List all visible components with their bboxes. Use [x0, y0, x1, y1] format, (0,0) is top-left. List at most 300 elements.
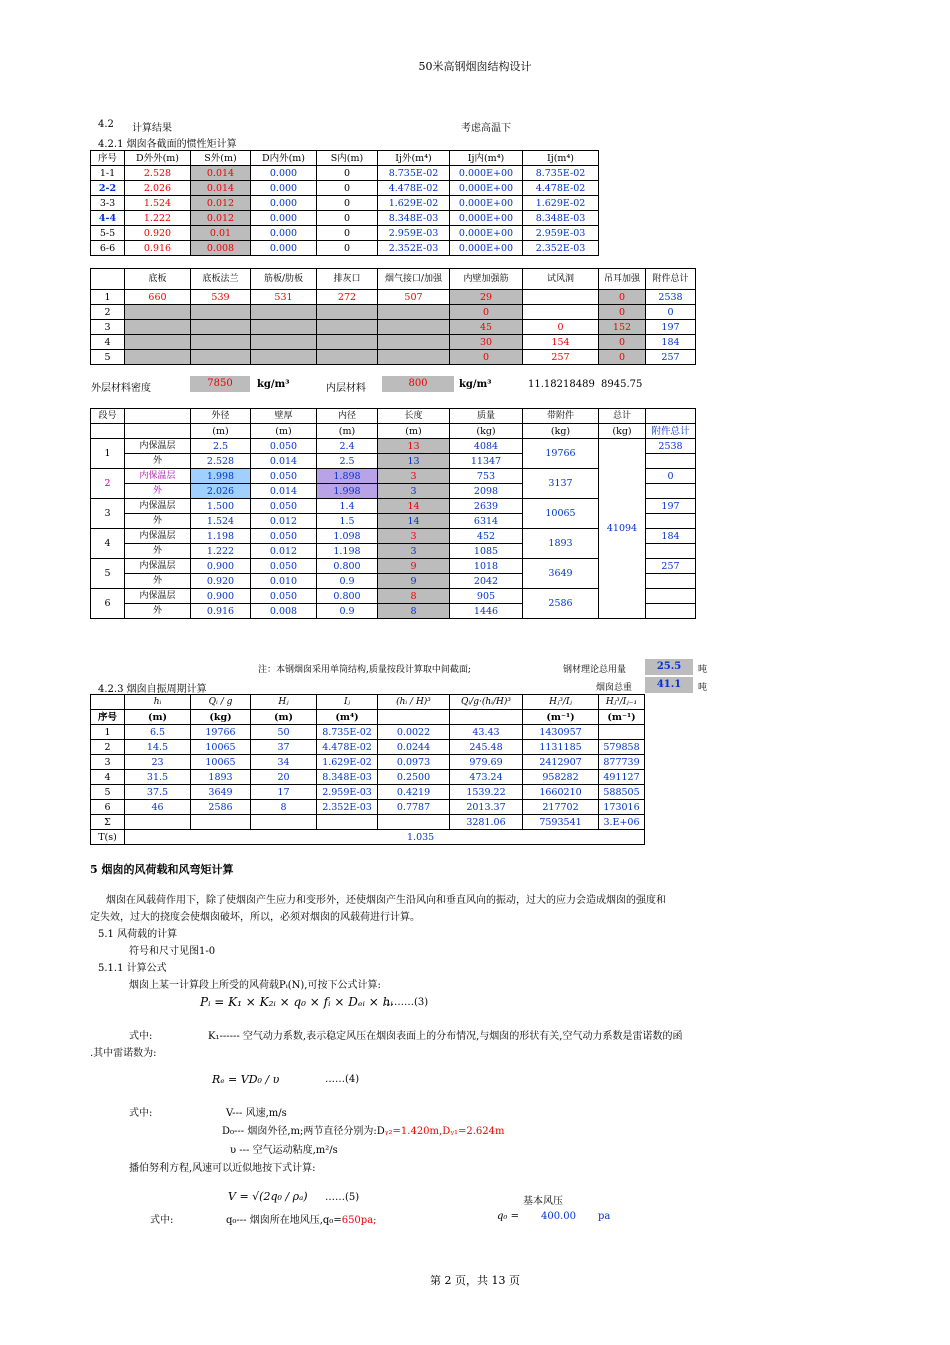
table-cell: 30 [450, 335, 523, 350]
section-5-1: 5.1 风荷载的计算 [98, 929, 178, 940]
table-cell [191, 350, 251, 365]
header-cell: 序号 [91, 151, 125, 166]
table-cell: 473.24 [450, 770, 523, 785]
table-cell: 0.800 [317, 559, 378, 574]
layer-label: 内保温层 [125, 589, 191, 604]
table-cell: 3 [378, 484, 450, 499]
table-cell [523, 290, 599, 305]
table-cell: 2.528 [191, 454, 251, 469]
table-row [91, 226, 599, 241]
table-cell: 2.959E-03 [378, 226, 450, 241]
header-cell: 外径 [191, 409, 251, 424]
table-cell [191, 320, 251, 335]
table-cell [317, 320, 378, 335]
header-cell [91, 269, 125, 290]
table-cell: 257 [646, 350, 696, 365]
table-cell [523, 305, 599, 320]
table-cell [191, 815, 251, 830]
table-cell: 197 [646, 320, 696, 335]
chimney-weight-label: 烟囱总重 [596, 683, 633, 693]
table-cell: 0.0022 [378, 725, 450, 740]
table-cell [251, 350, 317, 365]
table-cell: 0.000 [251, 181, 317, 196]
table-cell: 0.010 [251, 574, 317, 589]
layer-label: 外 [125, 604, 191, 619]
table-row [91, 320, 696, 335]
table-cell [125, 320, 191, 335]
table-cell [191, 305, 251, 320]
table-cell: 1018 [450, 559, 523, 574]
table-cell: 8.348E-03 [523, 211, 599, 226]
table-cell: 0.800 [317, 589, 378, 604]
table-cell: 0 [317, 196, 378, 211]
equation-5: V = √(2q₀ / ρₐ) [228, 1190, 308, 1203]
table-cell: 2013.37 [450, 800, 523, 815]
table-cell: 8.735E-02 [317, 725, 378, 740]
table-cell: 4084 [450, 439, 523, 454]
table-cell: 1.524 [125, 196, 191, 211]
header-cell: D外外(m) [125, 151, 191, 166]
table-cell: 1.998 [191, 469, 251, 484]
table-cell: 0.014 [251, 484, 317, 499]
header-cell: Qᵢ/g·(hᵢ/H)³ [450, 695, 523, 710]
with-attachments: 1893 [523, 529, 599, 559]
table-cell: 43.43 [450, 725, 523, 740]
table-cell: 0 [599, 290, 646, 305]
table-cell: 8.735E-02 [523, 166, 599, 181]
where-label-2: 式中: [129, 1108, 153, 1119]
header-cell: 排灰口 [317, 269, 378, 290]
segment-number: 5 [91, 559, 125, 589]
period-row [91, 830, 645, 845]
period-label: T(s) [91, 830, 125, 845]
table-header-row [91, 710, 645, 725]
empty-cell [646, 514, 696, 529]
table-cell: 2.4 [317, 439, 378, 454]
table-row [91, 211, 599, 226]
segment-number: 6 [91, 589, 125, 619]
table-cell: 2098 [450, 484, 523, 499]
table-cell: 257 [523, 350, 599, 365]
table-cell: 0 [317, 211, 378, 226]
header-cell: Ij外(m⁴) [378, 151, 450, 166]
outer-diameter-text: D₀--- 烟囱外径,m;两节直径分别为:D [222, 1126, 385, 1137]
table-row [91, 755, 645, 770]
table-cell: 979.69 [450, 755, 523, 770]
table-cell: 0.050 [251, 499, 317, 514]
table-cell: 1085 [450, 544, 523, 559]
table-cell: 0.050 [251, 469, 317, 484]
table-cell: 0 [317, 166, 378, 181]
attachment-total: 257 [646, 559, 696, 574]
table-cell: 37 [251, 740, 317, 755]
table-cell: 1.898 [317, 469, 378, 484]
header-cell: 附件总计 [646, 269, 696, 290]
table-cell: 2 [91, 305, 125, 320]
with-attachments: 10065 [523, 499, 599, 529]
empty-cell [646, 574, 696, 589]
header-cell: 质量 [450, 409, 523, 424]
unit-cell: (m) [191, 424, 251, 439]
header-cell: S外(m) [191, 151, 251, 166]
table-cell: 2586 [191, 800, 251, 815]
table-cell: 1.4 [317, 499, 378, 514]
table-cell: 2.352E-03 [317, 800, 378, 815]
attachment-total: 0 [646, 469, 696, 484]
layer-label: 外 [125, 544, 191, 559]
table-row [91, 181, 599, 196]
table-row [91, 166, 599, 181]
header-cell: 底板法兰 [191, 269, 251, 290]
table-cell [125, 335, 191, 350]
table-cell [378, 305, 450, 320]
header-cell: 筋板/肋板 [251, 269, 317, 290]
calc-value-1: 11.18218489 [528, 379, 595, 390]
para-2: 定失效，过大的挠度会使烟囱破坏，所以，必须对烟囱的风载荷进行计算。 [90, 912, 420, 923]
equation-5-number: ……(5) [325, 1192, 360, 1203]
table-cell: Σ [91, 815, 125, 830]
header-cell: 内径 [317, 409, 378, 424]
layer-label: 内保温层 [125, 499, 191, 514]
table-cell: 245.48 [450, 740, 523, 755]
header-cell: Iⱼ [317, 695, 378, 710]
table-cell: 0 [646, 305, 696, 320]
table-cell: 13 [378, 454, 450, 469]
layer-label: 外 [125, 484, 191, 499]
para-3: 烟囱上某一计算段上所受的风荷载Pᵢ(N),可按下公式计算: [129, 980, 381, 991]
table-cell: 1.222 [191, 544, 251, 559]
table-cell: 0.916 [125, 241, 191, 256]
table-cell: 0 [317, 226, 378, 241]
table-row [91, 785, 645, 800]
table-cell: 152 [599, 320, 646, 335]
table-cell: 0.000E+00 [450, 181, 523, 196]
table-cell: 2.352E-03 [378, 241, 450, 256]
table-header-row [91, 409, 696, 424]
layer-label: 内保温层 [125, 559, 191, 574]
table-cell: 3 [378, 529, 450, 544]
page-footer: 第 2 页，共 13 页 [430, 1274, 520, 1287]
unit-cell: (m⁻¹) [523, 710, 599, 725]
table-cell: 1.629E-02 [317, 755, 378, 770]
table-cell: 0.900 [191, 589, 251, 604]
q0-unit: pa [598, 1211, 611, 1222]
with-attachments: 19766 [523, 439, 599, 469]
table-cell: 6-6 [91, 241, 125, 256]
wind-pressure-def [226, 1211, 377, 1226]
header-cell: 带附件 [523, 409, 599, 424]
header-cell: Hⱼ³/Iⱼ₋₁ [599, 695, 645, 710]
outer-diameter-def [222, 1122, 505, 1137]
table-cell: 8 [251, 800, 317, 815]
table-cell: 2.528 [125, 166, 191, 181]
attachment-total: 2538 [646, 439, 696, 454]
table-cell: 0.000E+00 [450, 226, 523, 241]
subsection-title: 4.2.1 烟囱各截面的惯性矩计算 [98, 139, 237, 150]
unit-cell: 序号 [91, 710, 125, 725]
k1-description: K₁------ 空气动力系数,表示稳定风压在烟囱表面上的分布情况,与烟囱的形状有关,空气动力系数是雷诺数的函 [208, 1031, 683, 1042]
table-cell: 0.0973 [378, 755, 450, 770]
unit-cell: (m) [251, 710, 317, 725]
table-row [91, 439, 696, 454]
table-cell: 1539.22 [450, 785, 523, 800]
attachment-total: 197 [646, 499, 696, 514]
table-cell: 507 [378, 290, 450, 305]
table-cell [191, 335, 251, 350]
table-cell: 2.352E-03 [523, 241, 599, 256]
viscosity-def: υ --- 空气运动粘度,m²/s [230, 1145, 338, 1156]
table-cell: 8 [378, 589, 450, 604]
table-cell: 154 [523, 335, 599, 350]
table-header-row [91, 695, 645, 710]
table-cell: 0.000 [251, 241, 317, 256]
table-cell: 9 [378, 559, 450, 574]
chimney-weight-unit: 吨 [698, 683, 708, 693]
table-cell: 0 [523, 320, 599, 335]
basic-wind-label: 基本风压 [523, 1196, 563, 1207]
table-cell: 3-3 [91, 196, 125, 211]
table-row [91, 335, 696, 350]
table-row [91, 350, 696, 365]
table-cell: 6.5 [125, 725, 191, 740]
unit-cell: (m⁴) [317, 710, 378, 725]
table-cell: 0.000 [251, 166, 317, 181]
header-cell: (hᵢ / H)³ [378, 695, 450, 710]
unit-cell [450, 710, 523, 725]
table-cell: 0 [450, 350, 523, 365]
layer-label: 外 [125, 454, 191, 469]
table-cell [317, 335, 378, 350]
table-cell [378, 350, 450, 365]
table-cell: 539 [191, 290, 251, 305]
table-cell: 9 [378, 574, 450, 589]
empty-cell [646, 484, 696, 499]
section-number: 4.2 [98, 119, 114, 130]
table-cell: 0 [317, 241, 378, 256]
wind-pressure-text: q₀--- 烟囱所在地风压,q₀= [226, 1215, 342, 1226]
table-cell: 1.500 [191, 499, 251, 514]
table-cell: 0.916 [191, 604, 251, 619]
header-cell: Ij(m⁴) [523, 151, 599, 166]
table-cell: 31.5 [125, 770, 191, 785]
inner-material-label: 内层材料 [326, 383, 366, 394]
unit-cell: (kg) [523, 424, 599, 439]
table-cell [378, 335, 450, 350]
table-cell: 579858 [599, 740, 645, 755]
table-cell: 2.959E-03 [523, 226, 599, 241]
header-cell: 试风洞 [523, 269, 599, 290]
unit-cell: (m) [378, 424, 450, 439]
table-cell [125, 305, 191, 320]
natural-period-table [90, 694, 645, 845]
header-cell: 底板 [125, 269, 191, 290]
unit-cell: (m) [317, 424, 378, 439]
para-1: 烟囱在风载荷作用下，除了使烟囱产生应力和变形外，还使烟囱产生沿风向和垂直风向的振动，过大的应力会造成烟囱的强度和 [106, 895, 666, 906]
table-cell [251, 305, 317, 320]
segment-number: 4 [91, 529, 125, 559]
table-cell: 0 [317, 181, 378, 196]
unit-cell: 附件总计 [646, 424, 696, 439]
with-attachments: 3649 [523, 559, 599, 589]
table-cell: 0.014 [191, 166, 251, 181]
table-cell: 217702 [523, 800, 599, 815]
table-cell: 0.012 [251, 544, 317, 559]
table-cell: 5 [91, 350, 125, 365]
table-cell: 0.014 [251, 454, 317, 469]
steel-total-value: 25.5 [645, 659, 693, 675]
table-cell: 6 [91, 800, 125, 815]
table-cell: 50 [251, 725, 317, 740]
table-cell: 46 [125, 800, 191, 815]
table-cell: 4.478E-02 [317, 740, 378, 755]
with-attachments: 3137 [523, 469, 599, 499]
table-cell: 3 [91, 320, 125, 335]
segment-number: 1 [91, 439, 125, 469]
table-cell: 1430957 [523, 725, 599, 740]
table-cell: 588505 [599, 785, 645, 800]
segment-number: 2 [91, 469, 125, 499]
table-units-row [91, 424, 696, 439]
table-cell: 45 [450, 320, 523, 335]
table-cell: 660 [125, 290, 191, 305]
total-mass: 41094 [599, 439, 646, 619]
unit-cell: (kg) [599, 424, 646, 439]
table-cell: 0.008 [251, 604, 317, 619]
empty-cell [646, 604, 696, 619]
header-cell [646, 409, 696, 424]
calc-value-2: 8945.75 [601, 379, 643, 390]
unit-cell: (kg) [450, 424, 523, 439]
table-cell: 531 [251, 290, 317, 305]
wind-pressure-value: 650pa; [341, 1215, 377, 1226]
equation-3-number: ………(3) [384, 997, 429, 1008]
table-cell: 4.478E-02 [378, 181, 450, 196]
segment-note: 注：本钢烟囱采用单筒结构,质量按段计算取中间截面; [258, 665, 471, 675]
table-cell: 1131185 [523, 740, 599, 755]
table-cell: 10065 [191, 740, 251, 755]
table-cell: 0.920 [191, 574, 251, 589]
table-cell: 1.629E-02 [523, 196, 599, 211]
table-cell: 2.5 [317, 454, 378, 469]
unit-cell: (m) [251, 424, 317, 439]
unit-cell: (m) [125, 710, 191, 725]
table-cell: 1893 [191, 770, 251, 785]
table-cell: 20 [251, 770, 317, 785]
section-5-1-note: 符号和尺寸见图1-0 [129, 946, 216, 957]
table-cell: 34 [251, 755, 317, 770]
table-row [91, 290, 696, 305]
table-cell: 2538 [646, 290, 696, 305]
empty-cell [646, 544, 696, 559]
table-cell: 2.959E-03 [317, 785, 378, 800]
unit-cell: (kg) [191, 710, 251, 725]
table-cell: 2412907 [523, 755, 599, 770]
table-cell: 2.026 [191, 484, 251, 499]
layer-label: 内保温层 [125, 469, 191, 484]
header-cell: Ij内(m⁴) [450, 151, 523, 166]
where-label-3: 式中: [150, 1215, 174, 1226]
table-cell: 272 [317, 290, 378, 305]
table-header-row [91, 269, 696, 290]
table-cell: 6314 [450, 514, 523, 529]
table-cell: 0.9 [317, 574, 378, 589]
layer-label: 内保温层 [125, 529, 191, 544]
outer-density-label: 外层材料密度 [91, 383, 151, 394]
reynolds-intro: .其中雷诺数为: [90, 1048, 157, 1059]
table-cell: 3 [91, 755, 125, 770]
outer-density-value: 7850 [190, 376, 250, 392]
table-cell: 3.E+06 [599, 815, 645, 830]
table-cell: 1446 [450, 604, 523, 619]
header-cell: Hⱼ [251, 695, 317, 710]
table-cell: 1660210 [523, 785, 599, 800]
unit-cell [91, 424, 125, 439]
table-cell: 2639 [450, 499, 523, 514]
table-cell: 14.5 [125, 740, 191, 755]
table-cell: 452 [450, 529, 523, 544]
table-cell: 0.920 [125, 226, 191, 241]
equation-4: Rₑ = VD₀ / υ [212, 1073, 280, 1086]
table-cell: 3 [378, 469, 450, 484]
table-cell: 958282 [523, 770, 599, 785]
header-cell: Qᵢ / g [191, 695, 251, 710]
table-cell: 1.098 [317, 529, 378, 544]
table-row [91, 815, 645, 830]
table-cell: 0.0244 [378, 740, 450, 755]
table-cell: 29 [450, 290, 523, 305]
table-row [91, 241, 599, 256]
unit-cell [378, 710, 450, 725]
table-cell: 1-1 [91, 166, 125, 181]
table-cell: 184 [646, 335, 696, 350]
inertia-table [90, 150, 599, 256]
diameter-values: ᵧ₂=1.420m,Dᵧ₁=2.624m [384, 1126, 505, 1137]
table-cell [599, 725, 645, 740]
layer-label: 外 [125, 574, 191, 589]
table-cell: 0.9 [317, 604, 378, 619]
empty-cell [646, 454, 696, 469]
table-row [91, 800, 645, 815]
where-label-1: 式中: [129, 1031, 153, 1042]
table-cell: 1.198 [191, 529, 251, 544]
outer-density-unit: kg/m³ [257, 379, 290, 390]
header-cell: 总计 [599, 409, 646, 424]
table-cell: 17 [251, 785, 317, 800]
table-cell: 14 [378, 514, 450, 529]
table-cell: 2-2 [91, 181, 125, 196]
section-note: 考虑高温下 [461, 123, 511, 134]
table-cell: 0.050 [251, 559, 317, 574]
attachment-total [646, 589, 696, 604]
table-cell: 5-5 [91, 226, 125, 241]
page-header: 50米高钢烟囱结构设计 [418, 60, 532, 73]
table-cell: 0.000E+00 [450, 166, 523, 181]
wind-speed-def: V--- 风速,m/s [226, 1108, 287, 1119]
para-4: 播伯努利方程,风速可以近似地按下式计算: [129, 1163, 316, 1174]
table-cell: 877739 [599, 755, 645, 770]
header-cell: 壁厚 [251, 409, 317, 424]
table-cell: 2042 [450, 574, 523, 589]
unit-cell: (m⁻¹) [599, 710, 645, 725]
table-cell: 0.014 [191, 181, 251, 196]
with-attachments: 2586 [523, 589, 599, 619]
attachment-total: 184 [646, 529, 696, 544]
inner-material-value: 800 [382, 376, 454, 392]
layer-label: 外 [125, 514, 191, 529]
table-cell: 0.050 [251, 529, 317, 544]
table-row [91, 196, 599, 211]
table-cell: 0.000E+00 [450, 211, 523, 226]
